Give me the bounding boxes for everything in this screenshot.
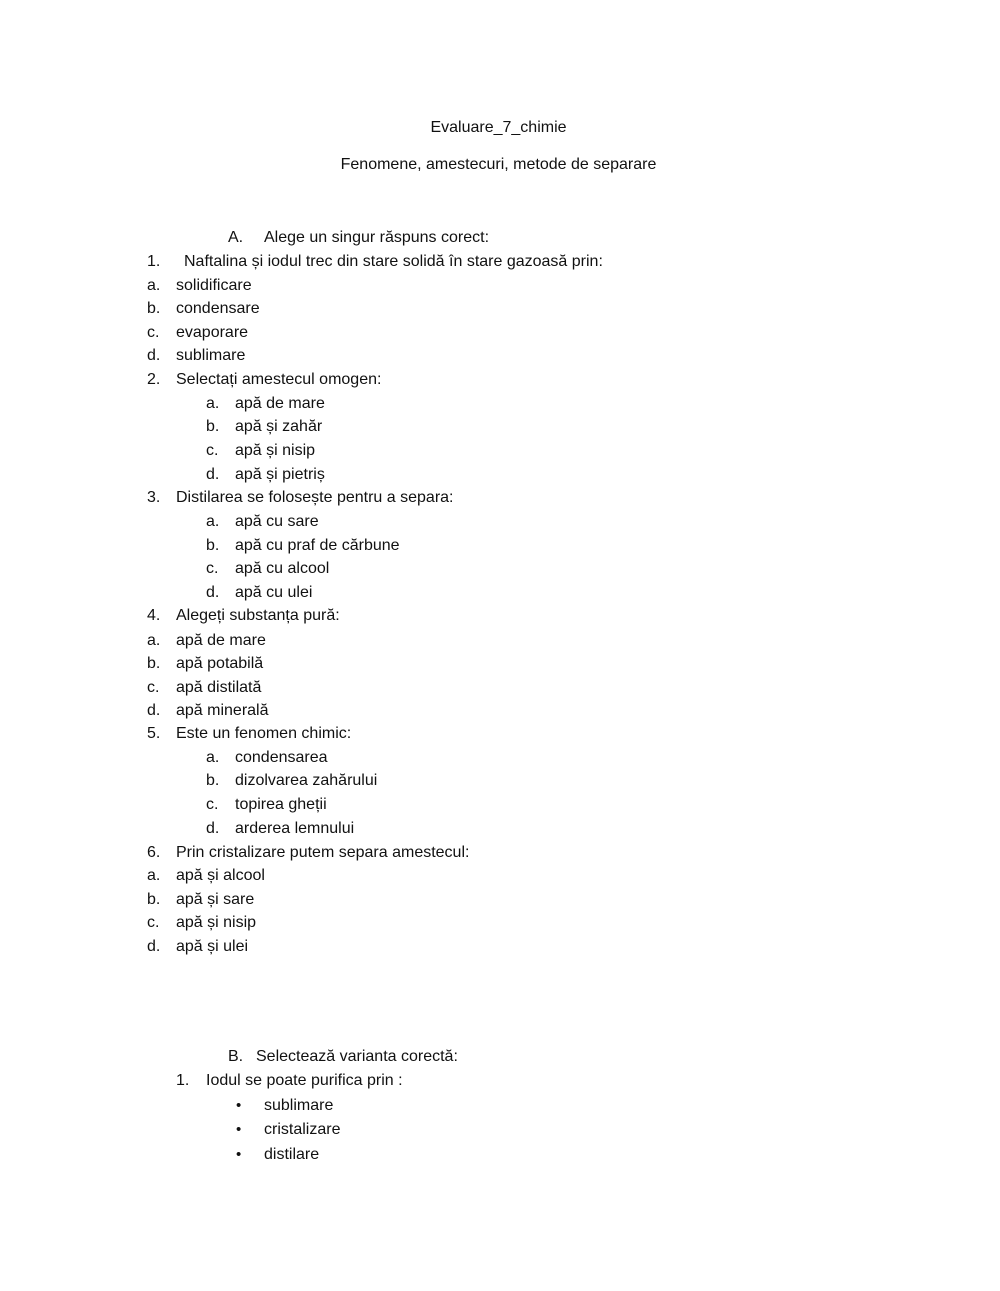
- question-number: 6.: [147, 844, 161, 861]
- option-marker: b.: [206, 772, 220, 789]
- option-text: sublimare: [264, 1097, 334, 1114]
- option-marker: b.: [147, 891, 161, 908]
- answer-option: [0, 345, 1000, 367]
- option-marker: c.: [206, 560, 219, 577]
- answer-option: [0, 818, 1000, 840]
- answer-option: [0, 912, 1000, 934]
- option-text: apă și sare: [176, 891, 255, 908]
- answer-option: [0, 770, 1000, 792]
- option-marker: d.: [147, 938, 161, 955]
- option-marker: b.: [147, 300, 161, 317]
- question-text: Este un fenomen chimic:: [176, 725, 352, 742]
- question-number: 2.: [147, 371, 161, 388]
- option-marker: a.: [206, 749, 220, 766]
- answer-option: [0, 794, 1000, 816]
- option-marker: c.: [206, 796, 219, 813]
- answer-option: [0, 747, 1000, 769]
- option-text: dizolvarea zahărului: [235, 772, 378, 789]
- option-text: apă cu alcool: [235, 560, 330, 577]
- option-marker: c.: [147, 914, 160, 931]
- question-text-line: [0, 251, 1000, 273]
- option-text: apă și ulei: [176, 938, 249, 955]
- option-text: apă și alcool: [176, 867, 265, 884]
- option-marker: a.: [147, 277, 161, 294]
- answer-option: [0, 1144, 1000, 1166]
- answer-option: [0, 1119, 1000, 1141]
- question-text: Selectați amestecul omogen:: [176, 371, 382, 388]
- question-text: Distilarea se folosește pentru a separa:: [176, 489, 454, 506]
- option-text: evaporare: [176, 324, 249, 341]
- section-heading-text: Alege un singur răspuns corect:: [264, 229, 490, 246]
- document-subtitle: Fenomene, amestecuri, metode de separare: [340, 156, 657, 173]
- answer-option: [0, 653, 1000, 675]
- option-text: apă și zahăr: [235, 418, 323, 435]
- question-number: 5.: [147, 725, 161, 742]
- option-text: apă distilată: [176, 679, 262, 696]
- bullet-icon: •: [236, 1097, 242, 1114]
- option-text: arderea lemnului: [235, 820, 355, 837]
- document-title: Evaluare_7_chimie: [430, 119, 567, 136]
- option-text: apă și nisip: [235, 442, 316, 459]
- answer-option: [0, 630, 1000, 652]
- option-marker: a.: [147, 867, 161, 884]
- option-marker: a.: [206, 513, 220, 530]
- bullet-icon: •: [236, 1146, 242, 1163]
- answer-option: [0, 393, 1000, 415]
- option-marker: d.: [147, 702, 161, 719]
- option-text: topirea gheții: [235, 796, 327, 813]
- option-text: apă cu sare: [235, 513, 319, 530]
- option-marker: a.: [147, 632, 161, 649]
- option-text: distilare: [264, 1146, 320, 1163]
- answer-option: [0, 677, 1000, 699]
- question-text-line: [0, 369, 1000, 391]
- question-text-line: [0, 842, 1000, 864]
- option-marker: b.: [206, 537, 220, 554]
- option-text: apă de mare: [235, 395, 325, 412]
- option-text: apă și pietriș: [235, 466, 325, 483]
- answer-option: [0, 865, 1000, 887]
- option-text: cristalizare: [264, 1121, 341, 1138]
- question-text-line: [0, 1070, 1000, 1092]
- option-marker: d.: [206, 466, 220, 483]
- question-text-line: [0, 723, 1000, 745]
- option-text: solidificare: [176, 277, 252, 294]
- option-marker: c.: [147, 324, 160, 341]
- option-text: apă cu ulei: [235, 584, 313, 601]
- option-marker: c.: [147, 679, 160, 696]
- question-number: 3.: [147, 489, 161, 506]
- answer-option: [0, 511, 1000, 533]
- answer-option: [0, 322, 1000, 344]
- answer-option: [0, 1095, 1000, 1117]
- answer-option: [0, 582, 1000, 604]
- option-marker: d.: [147, 347, 161, 364]
- question-number: 1.: [176, 1072, 190, 1089]
- option-marker: c.: [206, 442, 219, 459]
- section-b-heading: [0, 1046, 1000, 1068]
- question-text: Naftalina și iodul trec din stare solidă în stare gazoasă prin:: [184, 253, 603, 270]
- question-text-line: [0, 605, 1000, 627]
- answer-option: [0, 936, 1000, 958]
- question-text-line: [0, 487, 1000, 509]
- section-heading-text: Selectează varianta corectă:: [256, 1048, 458, 1065]
- answer-option: [0, 440, 1000, 462]
- answer-option: [0, 558, 1000, 580]
- answer-option: [0, 275, 1000, 297]
- answer-option: [0, 535, 1000, 557]
- option-text: apă de mare: [176, 632, 266, 649]
- option-text: apă potabilă: [176, 655, 264, 672]
- bullet-icon: •: [236, 1121, 242, 1138]
- option-marker: b.: [147, 655, 161, 672]
- answer-option: [0, 298, 1000, 320]
- option-marker: d.: [206, 820, 220, 837]
- section-marker: B.: [228, 1048, 244, 1065]
- section-a-heading: [0, 227, 1000, 249]
- answer-option: [0, 889, 1000, 911]
- option-text: apă și nisip: [176, 914, 257, 931]
- question-text: Iodul se poate purifica prin :: [206, 1072, 403, 1089]
- section-marker: A.: [228, 229, 244, 246]
- option-text: condensarea: [235, 749, 328, 766]
- option-text: sublimare: [176, 347, 246, 364]
- answer-option: [0, 464, 1000, 486]
- option-marker: d.: [206, 584, 220, 601]
- option-marker: a.: [206, 395, 220, 412]
- option-marker: b.: [206, 418, 220, 435]
- question-number: 1.: [147, 253, 161, 270]
- answer-option: [0, 700, 1000, 722]
- option-text: apă minerală: [176, 702, 269, 719]
- option-text: condensare: [176, 300, 260, 317]
- question-text: Alegeți substanța pură:: [176, 607, 340, 624]
- question-number: 4.: [147, 607, 161, 624]
- answer-option: [0, 416, 1000, 438]
- option-text: apă cu praf de cărbune: [235, 537, 400, 554]
- question-text: Prin cristalizare putem separa amestecul:: [176, 844, 470, 861]
